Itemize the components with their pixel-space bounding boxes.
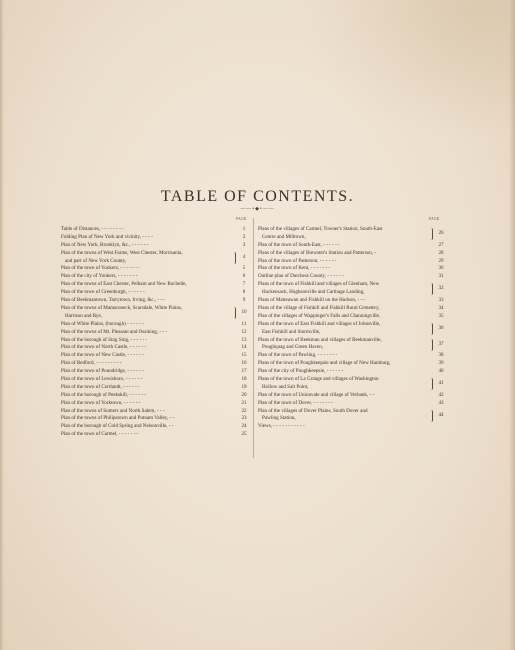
brace-mark [429,283,433,295]
contents-entry [258,337,458,353]
brace-mark [429,323,433,335]
entry-title: Plan of the town of Unionvale and village of Verbank, - - [258,391,375,398]
entry-page-number: 31 [438,273,444,280]
contents-entry [61,352,261,360]
contents-entry [61,344,261,352]
entry-title-continued: Pawling Station, [262,415,296,422]
entry-title-continued: Hollow and Salt Point, [262,383,309,390]
contents-entry [258,297,458,305]
entry-page-number: 25 [241,431,247,438]
entry-title: Folding Plan of New York and vicinity, - - - - [61,233,153,240]
entry-page-number: 15 [241,352,247,359]
contents-entry [61,305,261,321]
entry-title-continued: Hackensack, Hughsonville and Carthage Landing, [262,289,365,296]
entry-title: Plans of the town of Fishkill and villages of Glenham, New [258,281,380,288]
page-column-header: PAGE [236,217,247,221]
contents-entry [61,242,261,250]
entry-title: Plan of the town of Yonkers, - - - - - - - [61,265,140,272]
contents-entry [61,297,261,305]
entry-title: Plan of the towns of Philipstown and Putnam Valley, - - [61,415,175,422]
entry-page-number: 28 [438,249,444,256]
contents-entry [258,392,458,400]
entry-title: Plans of the town of Poughkeepsie and village of New Hamburg, [258,360,391,367]
contents-entry [258,352,458,360]
entry-page-number: 30 [438,265,444,272]
entry-page-number: 4 [242,253,246,260]
entry-title: Plan of the town of New Castle, - - - - - - [61,352,145,359]
entry-page-number: 39 [438,360,444,367]
contents-entry [61,415,261,423]
entry-page-number: 24 [241,423,247,430]
contents-entry [258,400,458,408]
contents-entry [258,360,458,368]
contents-list-right [258,226,458,431]
contents-entry [61,423,261,431]
contents-entry [61,250,261,266]
entry-page-number: 11 [241,320,247,327]
brace-mark [232,252,236,264]
entry-page-number: 3 [242,241,246,248]
entry-title: Plan of the town of Pawling, - - - - - - - [258,352,338,359]
entry-title: Plan of the town of Lewisboro, - - - - - - [61,375,143,382]
entry-title: Plan of the towns of West Farms, West Chester, Morrisania, [61,249,183,256]
entry-page-number: 12 [241,328,247,335]
entry-title: Plan of the villages of Dover Plains, South Dover and [258,407,368,414]
entry-title: Plans of Matteawan and Fishkill on the Hudson, - - - [258,297,366,304]
entry-page-number: 2 [242,233,246,240]
contents-entry [258,273,458,281]
entry-title: Plan of the town of Carmel, - - - - - - - [61,431,139,438]
brace-mark [429,339,433,351]
entry-page-number: 21 [241,399,247,406]
entry-title-continued: Harrison and Rye, [65,312,102,319]
entry-title: Plan of the town of Poundridge, - - - - - - [61,368,144,375]
entry-title: Plans of the town of Beekman and villages of Beekmanville, [258,336,382,343]
entry-title: Plan of the towns of Mamaroneck, Scarsdale, White Plains, [61,304,183,311]
contents-entry [61,321,261,329]
entry-page-number: 22 [241,407,247,414]
entry-title: Plan of Beekmantown, Tarrytown, Irving, &c., - - - [61,297,166,304]
page-column-header: PAGE [429,217,440,221]
entry-page-number: 17 [241,368,247,375]
entry-title: Plan of the town of Patterson, - - - - - - [258,257,337,264]
page-edge-left [0,0,4,650]
contents-entry [258,258,458,266]
entry-page-number: 5 [242,265,246,272]
entry-title: Plan of Bedford, - - - - - - - - - [61,360,122,367]
entry-title: Plans of the villages of Brewster's Station and Patterson, - [258,249,377,256]
contents-entry [61,226,261,234]
entry-title: Plan of the town of Dover, - - - - - - - [258,399,333,406]
contents-entry [258,242,458,250]
contents-entry [61,329,261,337]
entry-title: Plan of the town of Cortlandt, - - - - - - [61,383,140,390]
contents-entry [61,289,261,297]
entry-page-number: 37 [438,340,444,347]
entry-page-number: 43 [438,399,444,406]
entry-title-continued: Poughquag and Green Haven, [262,344,324,351]
entry-title-continued: East Fishkill and Stormville, [262,328,321,335]
entry-title: Table of Distances, - - - - - - - - [61,226,124,232]
entry-title: Plan of the towns of East Chester, Pelham and New Rochelle, [61,281,187,288]
page-title: TABLE OF CONTENTS. [160,188,355,205]
entry-page-number: 6 [242,273,246,280]
entry-title: Plan of the town of North Castle, - - - - - - [61,344,147,351]
brace-mark [232,307,236,319]
brace-mark [429,228,433,240]
entry-page-number: 33 [438,297,444,304]
entry-title: Views, - - - - - - - - - - - [258,423,305,430]
entry-page-number: 7 [242,281,246,288]
entry-page-number: 38 [438,352,444,359]
entry-title: Plans of the town of East Fishkill and villages of Johnsville, [258,320,381,327]
entry-page-number: 32 [438,285,444,292]
entry-title: Plan of the town of Greenburgh, - - - - - - [61,289,145,296]
entry-title: Plan of the city of Yonkers, - - - - - - - [61,273,138,280]
entry-page-number: 16 [241,360,247,367]
contents-entry [61,431,261,439]
contents-list-left [61,226,261,439]
entry-title: Plan of the borough of Cold Spring and Nelsonville, - - [61,423,174,430]
entry-title: Outline plan of Dutchess County, - - - - - - [258,273,344,280]
entry-title-continued: and part of New York County, [65,257,127,264]
contents-entry [61,376,261,384]
contents-entry [258,313,458,321]
entry-page-number: 41 [438,379,444,386]
entry-page-number: 8 [242,289,246,296]
paper-stain [300,0,515,140]
entry-page-number: 29 [438,257,444,264]
contents-entry [258,250,458,258]
contents-entry [61,337,261,345]
entry-page-number: 23 [241,415,247,422]
entry-title: Plan of the town of Yorktown, - - - - - - [61,399,141,406]
contents-entry [61,281,261,289]
entry-page-number: 13 [241,336,247,343]
entry-title-continued: Centre and Milltown, [262,233,306,240]
entry-title: Plans of the village of Fishkill and Fishkill Rural Cemetery, [258,304,380,311]
entry-page-number: 9 [242,297,246,304]
brace-mark [429,410,433,422]
contents-entry [61,384,261,392]
entry-page-number: 19 [241,383,247,390]
entry-title: Plan of the borough of Sing Sing, - - - - - - [61,336,148,343]
contents-entry [61,400,261,408]
entry-title: Plan of the town of South-East, - - - - - - [258,241,340,248]
contents-entry [258,281,458,297]
contents-entry [61,368,261,376]
entry-page-number: 14 [241,344,247,351]
entry-title: Plan of the towns of Mt. Pleasant and Ossining, - - - [61,328,167,335]
contents-entry [61,392,261,400]
entry-page-number: 44 [438,411,444,418]
entry-page-number: 42 [438,391,444,398]
entry-title: Plan of White Plains, (borough) - - - - - - [61,320,144,327]
contents-entry [61,234,261,242]
entry-title: Plan of the villages of Wappinger's Falls and Channingville, [258,312,381,319]
contents-entry [258,376,458,392]
contents-entry [61,265,261,273]
entry-page-number: 35 [438,312,444,319]
contents-entry [61,273,261,281]
contents-entry [258,423,458,431]
entry-title: Plan of the city of Poughkeepsie, - - - - - - [258,368,344,375]
title-ornament: ——•◆•—— [240,207,275,212]
contents-entry [61,360,261,368]
entry-page-number: 10 [241,308,247,315]
contents-entry [258,305,458,313]
entry-title: Plan of the town of Kent, - - - - - - - [258,265,331,272]
entry-title: Plan of New York, Brooklyn, &c., - - - - - - [61,241,149,248]
contents-entry [258,321,458,337]
entry-title: Plans of the town of La Grange and villages of Washington [258,375,379,382]
entry-title: Plans of the villages of Carmel, Towner's Station, South-East [258,226,383,232]
entry-title: Plan of the towns of Somers and North Salem, - - - [61,407,165,414]
entry-page-number: 18 [241,375,247,382]
contents-entry [61,408,261,416]
entry-page-number: 36 [438,324,444,331]
entry-page-number: 27 [438,241,444,248]
entry-title: Plan of the borough of Peekskill, - - - - - - [61,391,146,398]
entry-page-number: 1 [242,226,246,232]
contents-entry [258,226,458,242]
entry-page-number: 40 [438,368,444,375]
entry-page-number: 20 [241,391,247,398]
entry-page-number: 26 [438,230,444,236]
entry-page-number: 34 [438,304,444,311]
contents-entry [258,265,458,273]
contents-entry [258,408,458,424]
brace-mark [429,378,433,390]
contents-entry [258,368,458,376]
